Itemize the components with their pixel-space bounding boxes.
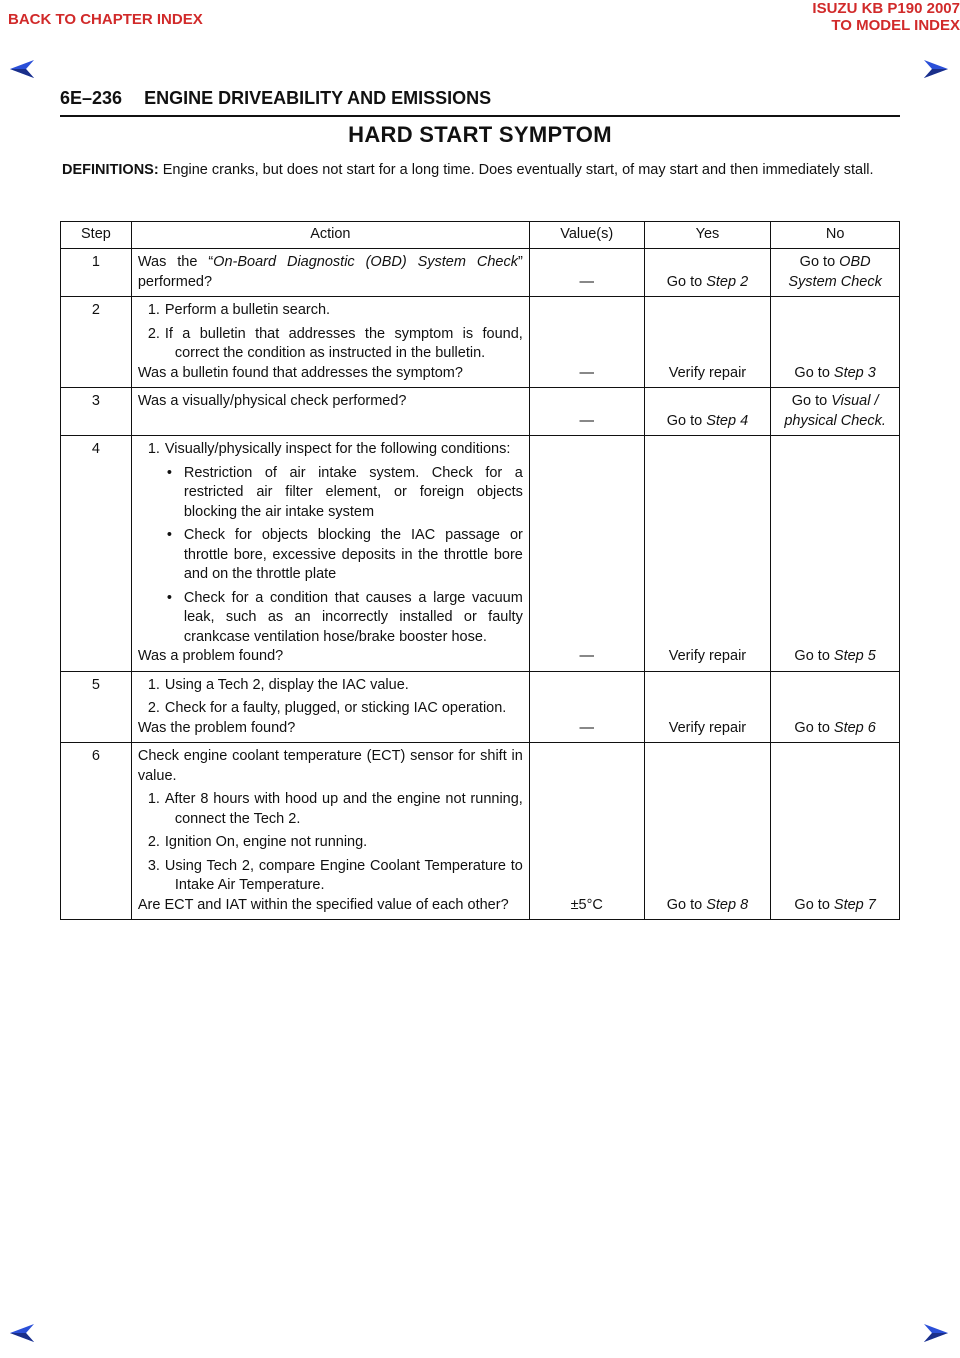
step-value: — bbox=[529, 671, 644, 743]
step-question: Was a visually/physical check performed? bbox=[137, 393, 407, 409]
goto-visual-physical-check-link[interactable]: Visual / physical Check. bbox=[784, 393, 886, 429]
step-action bbox=[131, 671, 529, 743]
yes-prefix: Go to bbox=[666, 273, 707, 290]
previous-page-arrow-bottom-icon[interactable] bbox=[8, 1322, 36, 1344]
step-number: 2 bbox=[61, 297, 132, 388]
step-no bbox=[771, 297, 900, 388]
action-text: ” performed? bbox=[137, 254, 523, 290]
step-yes bbox=[644, 249, 771, 297]
list-item: 2. Ignition On, engine not running. bbox=[147, 834, 368, 850]
next-page-arrow-icon[interactable] bbox=[922, 58, 950, 80]
list-item: 1. Using a Tech 2, display the IAC value. bbox=[147, 676, 409, 693]
definitions-text: Engine cranks, but does not start for a long time. Does eventually start, of may start and then immediately stall. bbox=[162, 162, 874, 178]
no-prefix: Go to bbox=[794, 719, 834, 736]
step-yes bbox=[644, 388, 771, 436]
list-item: 1. Perform a bulletin search. bbox=[147, 302, 331, 318]
table-header-row bbox=[61, 222, 900, 249]
header-no: No bbox=[771, 222, 900, 249]
page-title: HARD START SYMPTOM bbox=[348, 122, 612, 147]
step-no bbox=[771, 743, 900, 920]
step-no bbox=[771, 388, 900, 436]
step-action bbox=[131, 388, 529, 436]
goto-step-5-link[interactable]: Step 5 bbox=[833, 648, 876, 664]
yes-prefix: Go to bbox=[666, 412, 707, 429]
no-prefix: Go to bbox=[791, 393, 832, 409]
previous-page-arrow-icon[interactable] bbox=[8, 58, 36, 80]
step-value: — bbox=[529, 388, 644, 436]
no-prefix: Go to bbox=[794, 896, 834, 913]
header-step: Step bbox=[61, 222, 132, 249]
step-intro: Check engine coolant temperature (ECT) sensor for shift in value. bbox=[137, 748, 523, 784]
yes-prefix: Go to bbox=[666, 896, 707, 913]
next-page-arrow-bottom-icon[interactable] bbox=[922, 1322, 950, 1344]
step-yes: Verify repair bbox=[644, 671, 771, 743]
list-item: 1. After 8 hours with hood up and the engine not running, connect the Tech 2. bbox=[147, 791, 523, 827]
goto-step-4-link[interactable]: Step 4 bbox=[706, 412, 749, 429]
bullet-item: • Check for a condition that causes a large vacuum leak, such as an incorrectly installed or faulty crankcase ventilation hose/brake booster hose. bbox=[166, 589, 523, 645]
model-title-link[interactable]: ISUZU KB P190 2007 bbox=[812, 0, 960, 17]
step-yes: Verify repair bbox=[644, 436, 771, 672]
list-item: 2. Check for a faulty, plugged, or sticking IAC operation. bbox=[147, 700, 507, 716]
back-to-chapter-index-link[interactable]: BACK TO CHAPTER INDEX bbox=[8, 11, 203, 28]
step-number: 6 bbox=[61, 743, 132, 920]
step-no bbox=[771, 249, 900, 297]
page-header bbox=[60, 88, 900, 117]
step-number: 1 bbox=[61, 249, 132, 297]
no-prefix: Go to bbox=[794, 648, 834, 664]
definitions-paragraph bbox=[62, 160, 898, 180]
diagnostic-steps-table bbox=[60, 221, 900, 920]
table-row bbox=[61, 743, 900, 920]
step-value: — bbox=[529, 249, 644, 297]
bullet-item: • Restriction of air intake system. Check for a restricted air filter element, or foreign objects blocking the air intake system bbox=[166, 464, 523, 520]
section-title: ENGINE DRIVEABILITY AND EMISSIONS bbox=[144, 88, 492, 108]
step-yes bbox=[644, 743, 771, 920]
step-no bbox=[771, 671, 900, 743]
definitions-label: DEFINITIONS: bbox=[62, 162, 159, 178]
no-prefix: Go to bbox=[794, 364, 834, 381]
table-row bbox=[61, 249, 900, 297]
no-prefix: Go to bbox=[799, 254, 840, 270]
list-item: 1. Visually/physically inspect for the following conditions: bbox=[147, 441, 511, 457]
step-yes: Verify repair bbox=[644, 297, 771, 388]
goto-step-7-link[interactable]: Step 7 bbox=[833, 896, 876, 913]
step-question: Was the problem found? bbox=[137, 719, 296, 736]
goto-step-3-link[interactable]: Step 3 bbox=[833, 364, 876, 381]
step-value: — bbox=[529, 297, 644, 388]
step-action bbox=[131, 743, 529, 920]
goto-obd-system-check-link[interactable]: OBD System Check bbox=[788, 254, 882, 290]
step-action bbox=[131, 436, 529, 672]
bullet-item: • Check for objects blocking the IAC passage or throttle bore, excessive deposits in the throttle bore and on the throttle plate bbox=[166, 527, 523, 582]
step-question: Are ECT and IAT within the specified value of each other? bbox=[137, 896, 509, 913]
step-number: 3 bbox=[61, 388, 132, 436]
table-row bbox=[61, 388, 900, 436]
header-values: Value(s) bbox=[529, 222, 644, 249]
obd-check-reference: On-Board Diagnostic (OBD) System Check bbox=[213, 254, 518, 270]
header-yes: Yes bbox=[644, 222, 771, 249]
action-text: Was the “ bbox=[137, 254, 214, 270]
step-action bbox=[131, 249, 529, 297]
page-number: 6E–236 bbox=[60, 88, 123, 108]
step-number: 4 bbox=[61, 436, 132, 672]
step-value: — bbox=[529, 436, 644, 672]
step-number: 5 bbox=[61, 671, 132, 743]
step-action bbox=[131, 297, 529, 388]
step-value: ±5°C bbox=[529, 743, 644, 920]
goto-step-8-link[interactable]: Step 8 bbox=[706, 896, 749, 913]
step-question: Was a problem found? bbox=[137, 648, 284, 664]
to-model-index-link[interactable]: TO MODEL INDEX bbox=[831, 17, 960, 34]
table-row bbox=[61, 436, 900, 672]
step-no bbox=[771, 436, 900, 672]
goto-step-6-link[interactable]: Step 6 bbox=[833, 719, 876, 736]
goto-step-2-link[interactable]: Step 2 bbox=[706, 273, 749, 290]
header-action: Action bbox=[131, 222, 529, 249]
list-item: 3. Using Tech 2, compare Engine Coolant Temperature to Intake Air Temperature. bbox=[147, 857, 523, 893]
list-item: 2. If a bulletin that addresses the symptom is found, correct the condition as instructed in the bulletin. bbox=[147, 325, 523, 361]
table-row bbox=[61, 297, 900, 388]
step-question: Was a bulletin found that addresses the symptom? bbox=[137, 364, 463, 381]
table-row bbox=[61, 671, 900, 743]
